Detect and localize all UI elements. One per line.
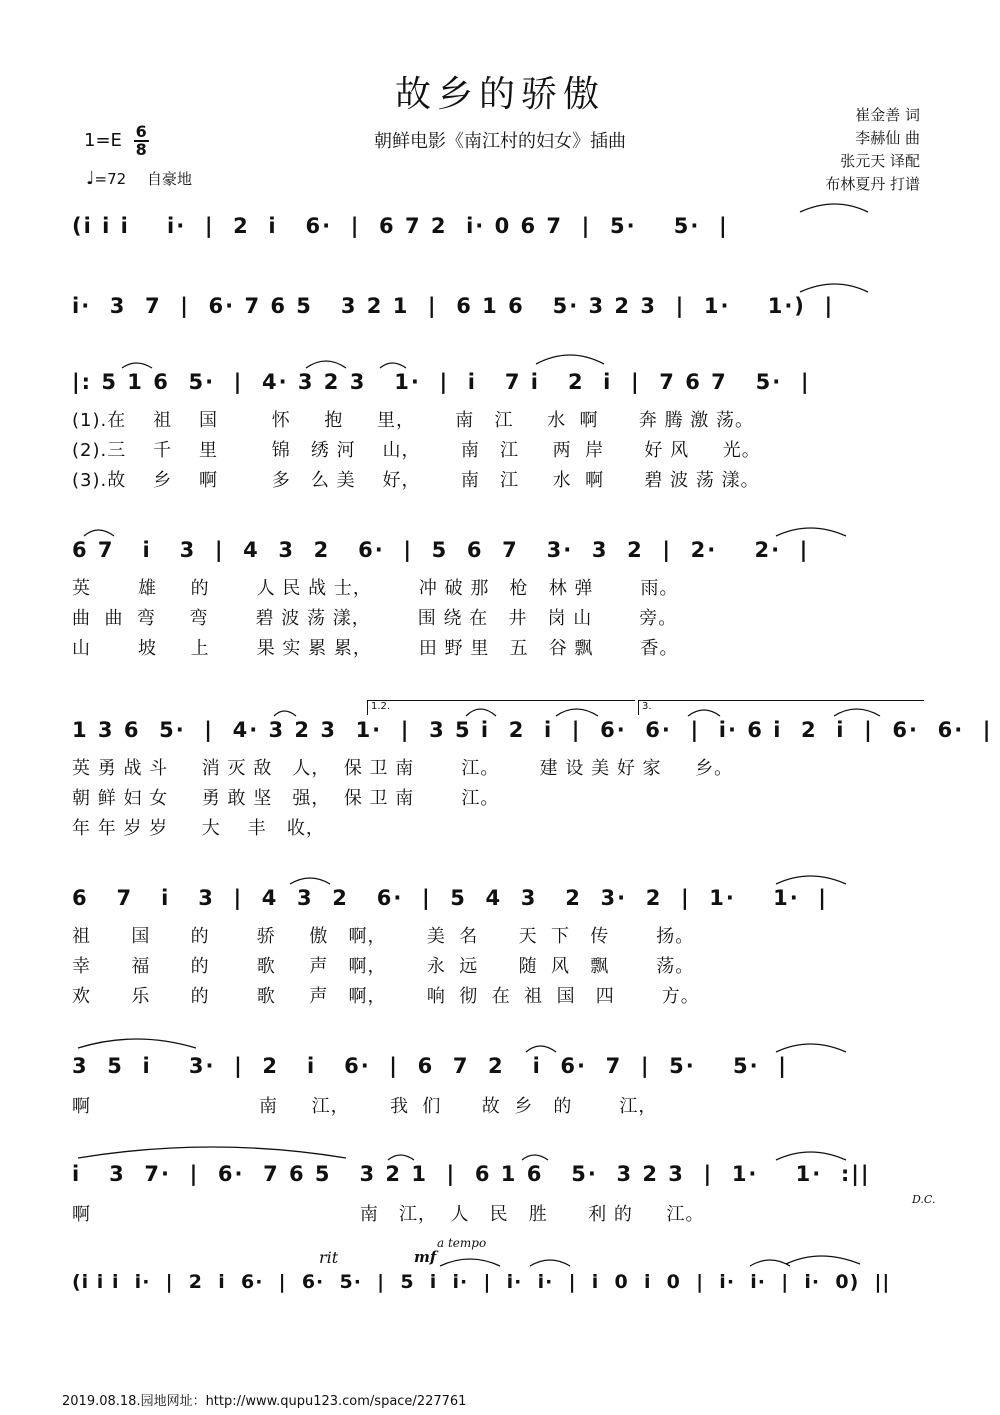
slur-arc <box>688 710 720 716</box>
slur-arc <box>522 1155 548 1160</box>
slur-arc <box>290 878 330 884</box>
slur-arc <box>306 361 346 368</box>
slur-arc <box>750 1260 790 1266</box>
lyric-line-3-verse-1: (1).在 祖 国 怀 抱 里， 南 江 水 啊 奔 腾 激 荡。 <box>72 410 755 431</box>
slur-arc <box>776 1152 846 1160</box>
notation-line-4: 6 7 i 3 | 4 3 2 6· | 5 6 7 3· 3 2 | 2· 2· | <box>72 538 810 562</box>
notation-line-7: 3 5 i 3· | 2 i 6· | 6 7 2 i 6· 7 | 5· 5· | <box>72 1054 788 1078</box>
key-label: 1=E <box>84 130 122 151</box>
composer-credit: 李赫仙 曲 <box>855 129 920 147</box>
slur-arc <box>556 709 598 716</box>
slur-arc <box>380 363 406 368</box>
slur-arc <box>776 528 846 536</box>
slur-arc <box>466 709 496 716</box>
lyric-line-4-verse-2: 曲 曲 弯 弯 碧 波 荡 漾， 围 绕 在 井 岗 山 旁。 <box>72 608 678 629</box>
lyric-line-6-verse-1: 祖 国 的 骄 傲 啊， 美 名 天 下 传 扬。 <box>72 926 695 947</box>
tempo-value: =72 <box>94 170 127 188</box>
lyric-line-6-verse-2: 幸 福 的 歌 声 啊， 永 远 随 风 飘 荡。 <box>72 956 695 977</box>
a-tempo-marking: a tempo <box>437 1236 487 1250</box>
volta-bracket-1: 1.2. <box>367 700 635 715</box>
slur-arc <box>776 1044 846 1052</box>
notation-line-2: i· 3 7 | 6· 7 6 5 3 2 1 | 6 1 6 5· 3 2 3 | 1· 1·) | <box>72 294 835 318</box>
song-title: 故乡的骄傲 <box>394 74 605 115</box>
slur-arc <box>78 1039 196 1048</box>
notation-line-3: |: 5 1 6 5· | 4· 3 2 3 1· | i 7 i 2 i | 7 6 7 5· | <box>72 370 811 394</box>
lyric-line-4-verse-3: 山 坡 上 果 实 累 累， 田 野 里 五 谷 飘 香。 <box>72 638 679 659</box>
slur-arc <box>536 355 604 364</box>
time-signature-top: 6 <box>135 122 147 141</box>
slur-arc <box>440 1259 500 1266</box>
notation-line-6: 6 7 i 3 | 4 3 2 6· | 5 4 3 2 3· 2 | 1· 1· | <box>72 886 828 910</box>
lyric-line-7: 啊 南 江， 我 们 故 乡 的 江， <box>72 1096 658 1117</box>
slur-arc <box>122 363 152 368</box>
notation-line-9: (i i i i· | 2 i 6· | 6· 5· | 5 i i· | i· i· | i 0 i 0 | i· i· | i· 0) || <box>72 1271 891 1293</box>
transcriber-credit: 布林夏丹 打谱 <box>825 175 920 193</box>
mezzo-forte-marking: mf <box>414 1248 437 1266</box>
da-capo-marking: D.C. <box>912 1193 936 1206</box>
notation-line-1: (i i i i· | 2 i 6· | 6 7 2 i· 0 6 7 | 5· 5· | <box>72 214 729 238</box>
footer-source: 2019.08.18.园地网址：http://www.qupu123.com/space/227761 <box>62 1394 467 1409</box>
lyric-line-3-verse-2: (2).三 千 里 锦 绣 河 山， 南 江 两 岸 好 风 光。 <box>72 440 761 461</box>
expression-marking: 自豪地 <box>146 170 192 188</box>
slur-arc <box>786 1256 860 1264</box>
slur-arc <box>834 709 880 716</box>
lyric-line-8: 啊 南 江， 人 民 胜 利 的 江。 <box>72 1204 705 1225</box>
notation-line-8: i 3 7· | 6· 7 6 5 3 2 1 | 6 1 6 5· 3 2 3 | 1· 1· :|| <box>72 1162 871 1186</box>
notation-line-5: 1 3 6 5· | 4· 3 2 3 1· | 3 5 i 2 i | 6· 6· | i· 6 i 2 i | 6· 6· | <box>72 718 993 742</box>
quarter-note-icon: ♩ <box>86 168 95 189</box>
lyric-line-5-verse-2: 朝 鲜 妇 女 勇 敢 坚 强， 保 卫 南 江。 <box>72 788 500 809</box>
slur-arc <box>78 1147 346 1158</box>
slur-arc <box>274 711 296 716</box>
lyric-line-6-verse-3: 欢 乐 的 歌 声 啊， 响 彻 在 祖 国 四 方。 <box>72 986 700 1007</box>
translator-credit: 张元天 译配 <box>840 152 920 170</box>
slur-arc <box>800 284 868 292</box>
lyric-line-4-verse-1: 英 雄 的 人 民 战 士， 冲 破 那 枪 林 弹 雨。 <box>72 578 679 599</box>
lyric-line-5-verse-1: 英 勇 战 斗 消 灭 敌 人， 保 卫 南 江。 建 设 美 好 家 乡。 <box>72 758 734 779</box>
song-subtitle: 朝鲜电影《南江村的妇女》插曲 <box>374 131 626 152</box>
slur-arc <box>526 1046 556 1052</box>
volta-bracket-2: 3. <box>638 700 924 715</box>
slur-arc <box>84 530 114 536</box>
time-signature-bottom: 8 <box>135 140 147 159</box>
slur-arc <box>776 876 846 884</box>
slur-arc <box>530 1260 570 1266</box>
lyricist-credit: 崔金善 词 <box>855 106 920 124</box>
ritardando-marking: rit <box>319 1248 339 1267</box>
lyric-line-5-verse-3: 年 年 岁 岁 大 丰 收， <box>72 818 325 839</box>
lyric-line-3-verse-3: (3).故 乡 啊 多 么 美 好， 南 江 水 啊 碧 波 荡 漾。 <box>72 470 760 491</box>
slur-arc <box>388 1155 414 1160</box>
slur-arc <box>800 204 868 212</box>
